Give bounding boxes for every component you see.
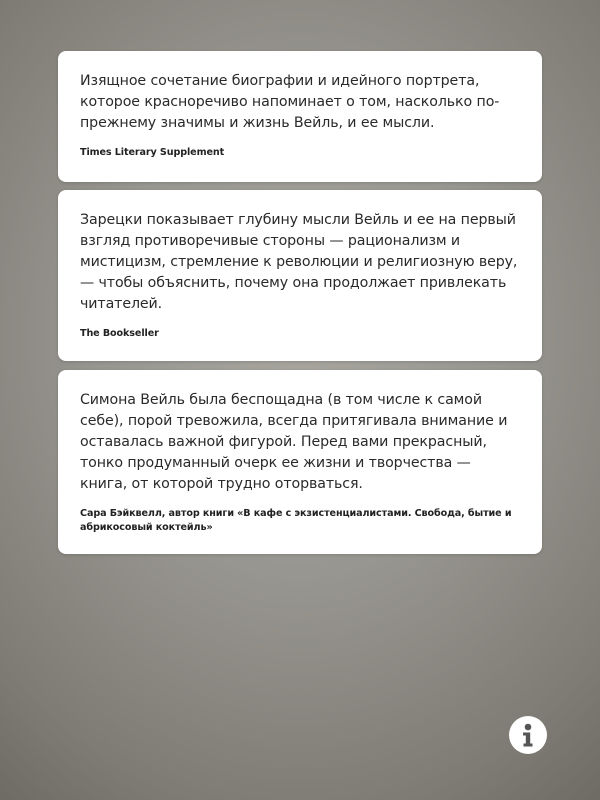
review-card [58,370,542,554]
info-button[interactable] [509,716,547,754]
review-card [58,51,542,182]
review-source: The Bookseller [80,328,159,339]
review-source: Сара Бэйквелл, автор книги «В кафе с экзистенциалистами. Свобода, бытие и абрикосовый коктейль» [80,508,512,533]
review-quote: Симона Вейль была беспощадна (в том числе к самой себе), порой тревожила, всегда притягивала внимание и оставалась важной фигурой. Перед вами прекрасный, тонко продуманный очерк ее жизни и творчества — книга, от которой трудно оторваться. [80,392,508,492]
info-icon [518,722,538,748]
review-quote: Зарецки показывает глубину мысли Вейль и ее на первый взгляд противоречивые стороны — рационализм и мистицизм, стремление к революции и религиозную веру, — чтобы объяснить, почему она продолжает привлекать читателей. [80,212,518,312]
review-quote: Изящное сочетание биографии и идейного портрета, которое красноречиво напоминает о том, насколько по-прежнему значимы и жизнь Вейль, и ее мысли. [80,73,500,131]
review-source: Times Literary Supplement [80,147,225,158]
review-card [58,190,542,361]
